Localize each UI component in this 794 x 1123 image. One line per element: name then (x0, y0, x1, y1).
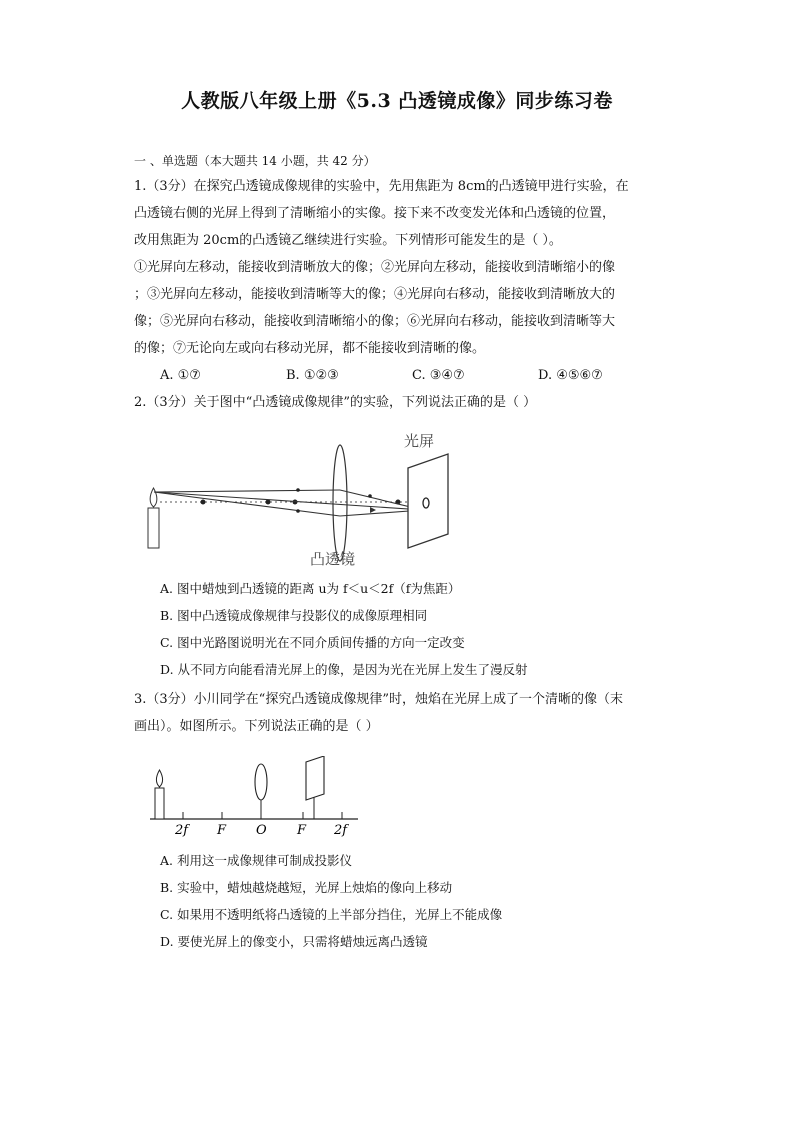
q2-option-a[interactable]: A. 图中蜡烛到凸透镜的距离 u为 f＜u＜2f（f为焦距） (160, 581, 461, 596)
q2-option-b[interactable]: B. 图中凸透镜成像规律与投影仪的成像原理相同 (160, 608, 428, 623)
q1-line-6: 像；⑤光屏向右移动，能接收到清晰缩小的像；⑥光屏向右移动，能接收到清晰等大 (134, 314, 616, 329)
q2-option-d[interactable]: D. 从不同方向能看清光屏上的像，是因为光在光屏上发生了漫反射 (160, 662, 528, 677)
axis-label-f-right: F (297, 823, 307, 838)
light-screen-icon (306, 756, 324, 800)
light-screen-icon (408, 454, 448, 548)
q3-line-2: 画出）。如图所示。下列说法正确的是（ ） (134, 719, 379, 734)
axis-label-o: O (256, 823, 267, 838)
q1-option-c[interactable]: C. ③④⑦ (412, 368, 465, 383)
q1-line-2: 凸透镜右侧的光屏上得到了清晰缩小的实像。接下来不改变发光体和凸透镜的位置， (134, 206, 616, 221)
lens-label: 凸透镜 (310, 550, 356, 568)
q1-option-a[interactable]: A. ①⑦ (160, 368, 201, 383)
q2-stem: 2.（3分）关于图中“凸透镜成像规律”的实验，下列说法正确的是（ ） (134, 395, 537, 410)
q1-line-3: 改用焦距为 20cm的凸透镜乙继续进行实验。下列情形可能发生的是（ ）。 (134, 233, 562, 248)
page-title: 人教版八年级上册《5.3 凸透镜成像》同步练习卷 (181, 90, 613, 112)
q2-figure-lens-experiment (140, 424, 470, 576)
axis-label-f-left: F (217, 823, 227, 838)
q1-line-7: 的像；⑦无论向左或向右移动光屏，都不能接收到清晰的像。 (134, 341, 486, 356)
q3-option-c[interactable]: C. 如果用不透明纸将凸透镜的上半部分挡住，光屏上不能成像 (160, 907, 503, 922)
q1-line-5: ；③光屏向左移动，能接收到清晰等大的像；④光屏向右移动，能接收到清晰放大的 (134, 287, 616, 302)
q1-option-d[interactable]: D. ④⑤⑥⑦ (538, 368, 603, 383)
q3-figure-optical-bench (146, 756, 366, 842)
screen-label: 光屏 (404, 432, 435, 450)
q1-options (160, 368, 603, 383)
candle-icon (148, 508, 159, 548)
axis-label-2f-left: 2f (175, 823, 189, 838)
q1-line-1: 1.（3分）在探究凸透镜成像规律的实验中，先用焦距为 8cm的凸透镜甲进行实验，在 (134, 179, 629, 194)
convex-lens-icon (333, 445, 347, 561)
q3-option-b[interactable]: B. 实验中，蜡烛越烧越短，光屏上烛焰的像向上移动 (160, 880, 453, 895)
candle-flame-icon (157, 770, 163, 787)
candle-flame-icon (150, 488, 157, 507)
q3-option-d[interactable]: D. 要使光屏上的像变小，只需将蜡烛远离凸透镜 (160, 934, 428, 949)
candle-icon (155, 788, 164, 819)
q1-option-b[interactable]: B. ①②③ (286, 368, 339, 383)
convex-lens-icon (255, 764, 267, 800)
q3-option-a[interactable]: A. 利用这一成像规律可制成投影仪 (160, 853, 352, 868)
q3-line-1: 3.（3分）小川同学在“探究凸透镜成像规律”时，烛焰在光屏上成了一个清晰的像（末 (134, 692, 623, 707)
q1-line-4: ①光屏向左移动，能接收到清晰放大的像；②光屏向左移动，能接收到清晰缩小的像 (134, 260, 616, 275)
q2-option-c[interactable]: C. 图中光路图说明光在不同介质间传播的方向一定改变 (160, 635, 465, 650)
section-heading: 一 、单选题（本大题共 14 小题，共 42 分） (134, 154, 376, 168)
axis-label-2f-right: 2f (334, 823, 348, 838)
